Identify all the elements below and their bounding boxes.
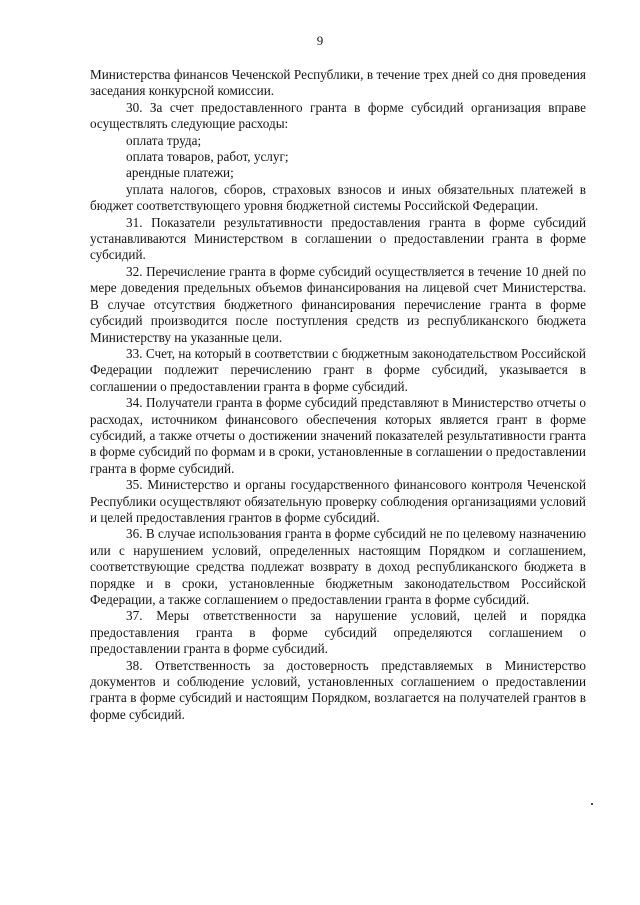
expense-item-taxes: уплата налогов, сборов, страховых взносов и иных обязательных платежей в бюджет соответствующего уровня бюджетной системы Российской Федерации. [90, 181, 586, 214]
expense-item-goods: оплата товаров, работ, услуг; [126, 149, 289, 165]
paragraph-36: 36. В случае использования гранта в форме субсидий не по целевому назначению или с нарушением условий, определенных настоящим Порядком и соглашением, соответствующие средства подлежат возврату в доход республиканского бюджета в порядке и в сроки, установленные бюджетным законодательством Российской Федерации, а также соглашением о предоставлении гранта в форме субсидий. [90, 526, 586, 607]
paragraph-35: 35. Министерство и органы государственного финансового контроля Чеченской Республики осуществляют обязательную проверку соблюдения организациями условий и целей предоставления грантов в форме субсидий. [90, 477, 586, 525]
paragraph-continuation: Министерства финансов Чеченской Республики, в течение трех дней со дня проведения заседания конкурсной комиссии. [90, 67, 586, 99]
paragraph-33: 33. Счет, на который в соответствии с бюджетным законодательством Российской Федерации подлежит перечислению грант в форме субсидий, указывается в соглашении о предоставлении гранта в форме субсидий. [90, 345, 586, 394]
paragraph-30: 30. За счет предоставленного гранта в форме субсидий организация вправе осуществлять следующие расходы: [90, 99, 586, 132]
expense-item-labor: оплата труда; [126, 132, 202, 148]
expense-item-rent: арендные платежи; [126, 165, 234, 181]
page-number: 9 [316, 33, 324, 48]
scan-mark [591, 803, 593, 805]
document-body [90, 67, 586, 723]
paragraph-38: 38. Ответственность за достоверность представляемых в Министерство документов и соблюдение условий, установленных соглашением о предоставлении гранта в форме субсидий и настоящим Порядком, возлагается на получателей грантов в форме субсидий. [90, 657, 586, 722]
paragraph-32: 32. Перечисление гранта в форме субсидий осуществляется в течение 10 дней по мере доведения предельных объемов финансирования на лицевой счет Министерства. В случае отсутствия бюджетного финансирования перечисление гранта в форме субсидий производится после поступления средств из республиканского бюджета Министерству на указанные цели. [90, 263, 586, 345]
paragraph-31: 31. Показатели результативности предоставления гранта в форме субсидий устанавливаются Министерством в соглашении о предоставлении гранта в форме субсидий. [90, 214, 586, 263]
paragraph-34: 34. Получатели гранта в форме субсидий представляют в Министерство отчеты о расходах, источником финансового обеспечения которых является грант в форме субсидий, а также отчеты о достижении значений показателей результативности гранта в форме субсидий по формам и в сроки, установленные в соглашении о предоставлении гранта в форме субсидий. [90, 395, 586, 476]
paragraph-37: 37. Меры ответственности за нарушение условий, целей и порядка предоставления гранта в форме субсидий определяются соглашением о предоставлении гранта в форме субсидий. [90, 608, 586, 657]
